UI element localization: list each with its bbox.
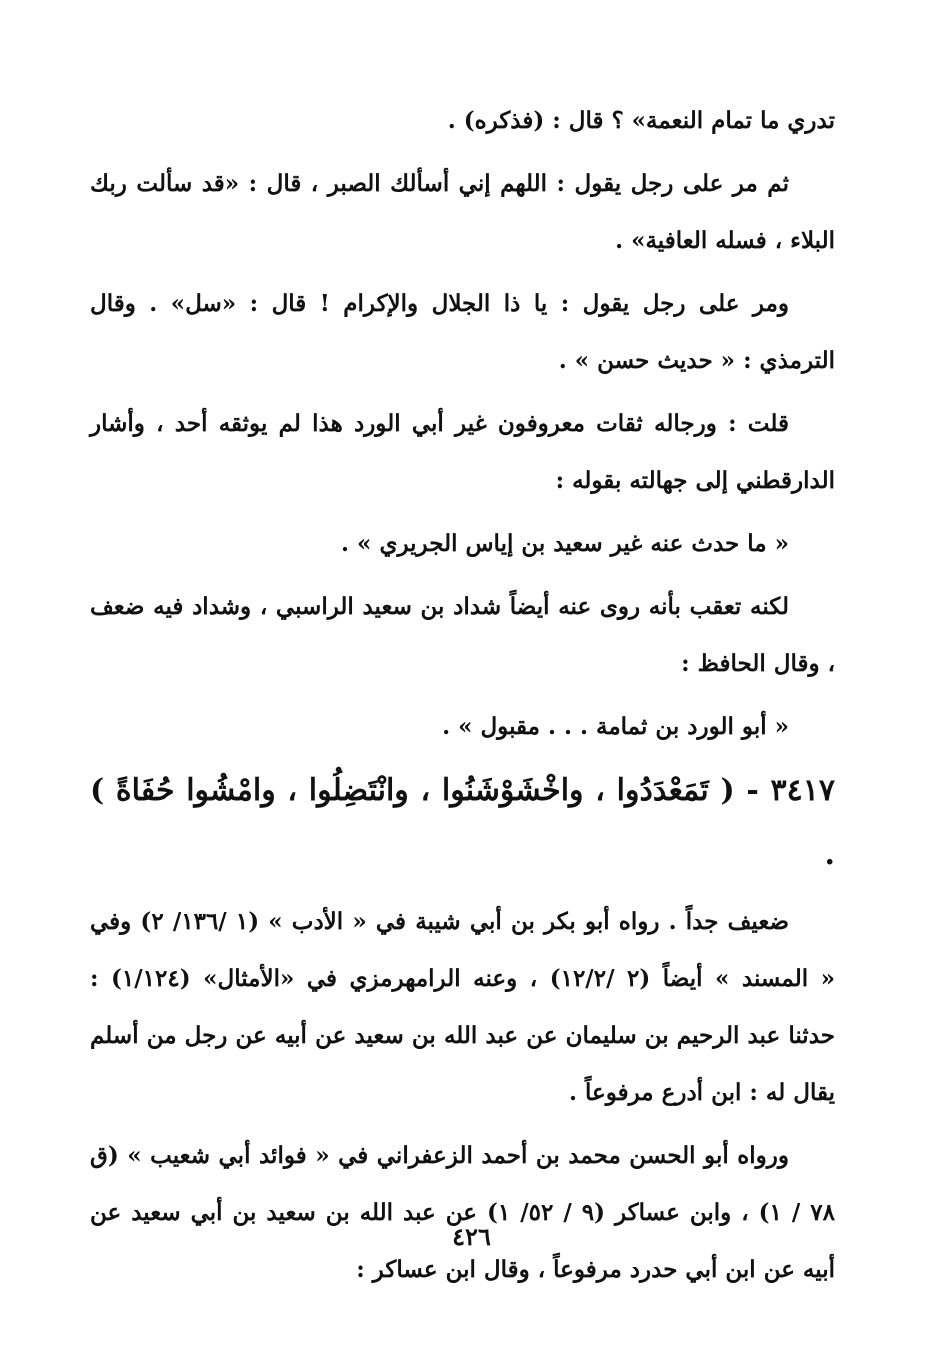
takhrij-paragraph-2: ورواه أبو الحسن محمد بن أحمد الزعفراني في « فوائد أبي شعيب » (ق ٧٨ / ١) ، وابن عساكر (٩ / ٥٢/ ١) عن عبد الله بن سعيد بن أبي سعيد عن أبيه عن ابن أبي حدرد مرفوعاً ، وقال ابن عساكر :	[90, 1142, 835, 1283]
page-body	[90, 92, 835, 1298]
paragraph-5: « ما حدث عنه غير سعيد بن إياس الجريري » .	[341, 530, 789, 557]
hadith-separator: -	[734, 773, 759, 808]
hadith-heading	[90, 759, 835, 887]
hadith-number: ٣٤١٧	[770, 773, 835, 808]
page-number: ٤٢٦	[452, 1222, 491, 1251]
takhrij-paragraph-1: ضعيف جداً . رواه أبو بكر بن أبي شيبة في « الأدب » (١ /١٣٦/ ٢) وفي « المسند » أيضاً (٢ /١٢/٢) ، وعنه الرامهرمزي في «الأمثال» (١/١٢٤) : حدثنا عبد الرحيم بن سليمان عن عبد الله بن سعيد عن أبيه عن رجل من أسلم يقال له : ابن أدرع مرفوعاً .	[90, 908, 835, 1106]
paragraph-7: « أبو الورد بن ثمامة . . . مقبول » .	[442, 713, 789, 740]
hadith-text: ( تَمَعْدَدُوا ، واخْشَوْشَنُوا ، وانْتَضِلُوا ، وامْشُوا حُفَاةً ) .	[90, 773, 835, 872]
paragraph-1: تدري ما تمام النعمة» ؟ قال : (فذكره) .	[447, 107, 835, 134]
paragraph-2: ثم مر على رجل يقول : اللهم إني أسألك الصبر ، قال : «قد سألت ربك البلاء ، فسله العافية» .	[90, 170, 835, 254]
paragraph-3: ومر على رجل يقول : يا ذا الجلال والإكرام ! قال : «سل» . وقال الترمذي : « حديث حسن » .	[90, 290, 835, 374]
paragraph-4: قلت : ورجاله ثقات معروفون غير أبي الورد هذا لم يوثقه أحد ، وأشار الدارقطني إلى جهالته بقوله :	[90, 410, 835, 494]
paragraph-6: لكنه تعقب بأنه روى عنه أيضاً شداد بن سعيد الراسبي ، وشداد فيه ضعف ، وقال الحافظ :	[90, 593, 835, 677]
